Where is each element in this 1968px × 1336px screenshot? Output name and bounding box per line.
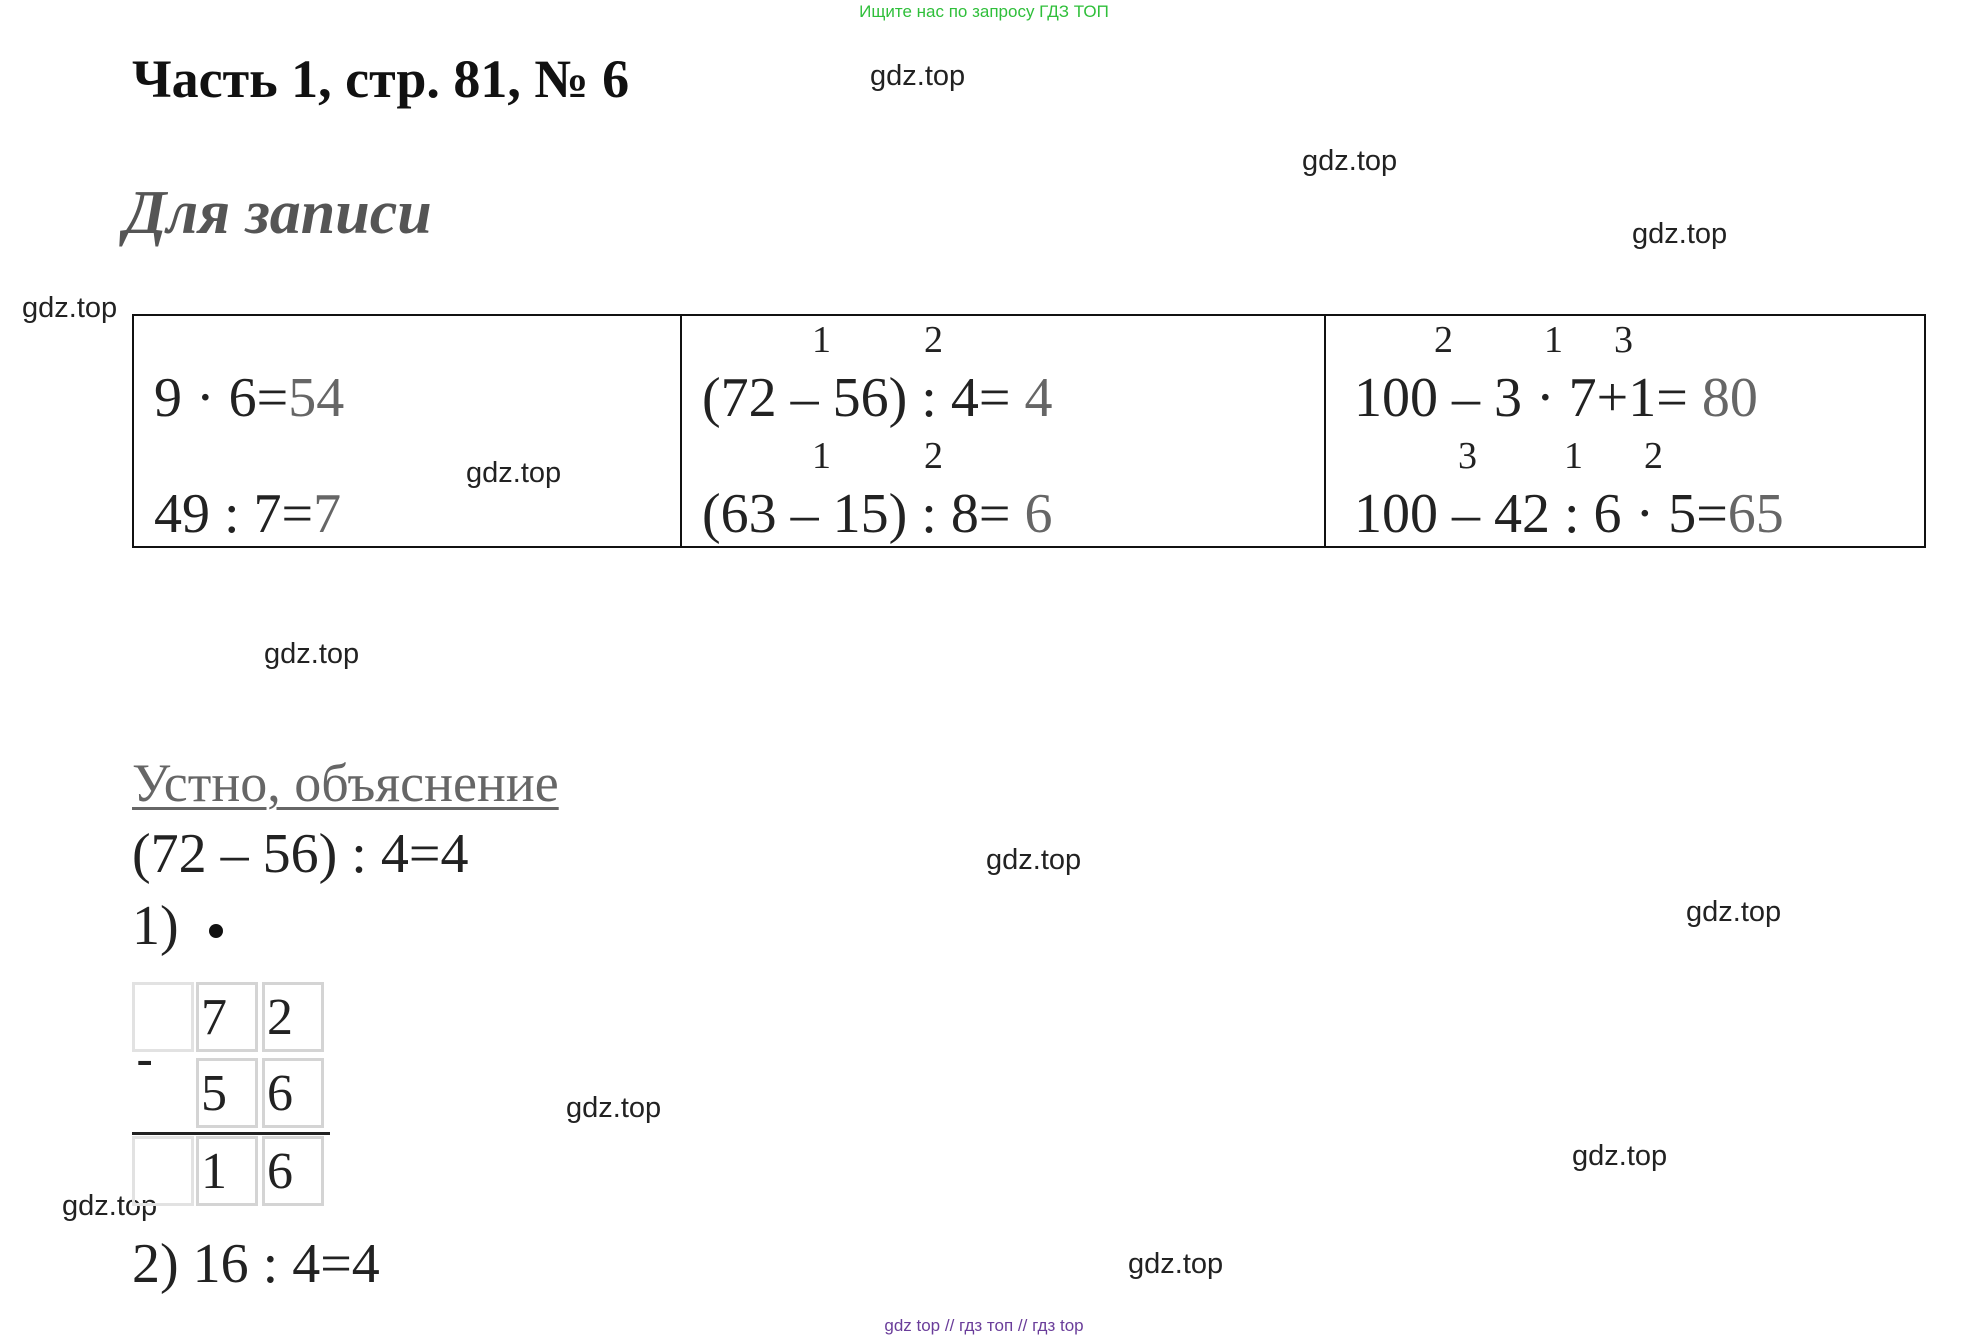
expression: 9 · 6= — [154, 367, 289, 429]
grid-cell: 7 — [196, 982, 258, 1052]
order-number: 2 — [1434, 319, 1453, 361]
result: 4 — [1024, 367, 1053, 429]
top-banner[interactable]: Ищите нас по запросу ГДЗ ТОП — [859, 2, 1109, 21]
result: 80 — [1701, 367, 1758, 429]
column-divider — [680, 316, 682, 546]
watermark: gdz.top — [986, 844, 1082, 876]
order-number: 1 — [812, 319, 831, 361]
result: 65 — [1727, 483, 1784, 545]
order-number: 3 — [1614, 319, 1633, 361]
step-2: 2) 16 : 4=4 — [132, 1233, 380, 1295]
watermark: gdz.top — [1686, 896, 1782, 928]
result: 54 — [288, 367, 345, 429]
order-number: 2 — [1644, 435, 1663, 477]
grid-cell: 5 — [196, 1058, 258, 1128]
order-number: 1 — [1564, 435, 1583, 477]
grid-cell: 1 — [196, 1136, 258, 1206]
result: 6 — [1024, 483, 1053, 545]
oral-explanation-title: Устно, объяснение — [132, 753, 559, 813]
grid-cell: 6 — [262, 1136, 324, 1206]
expression: 49 : 7= — [154, 483, 314, 545]
link-separator: // — [1017, 1316, 1028, 1335]
subtraction-line — [132, 1132, 330, 1135]
expression: 100 – 3 · 7+1= — [1354, 367, 1702, 429]
result: 7 — [313, 483, 342, 545]
step-1 — [132, 894, 223, 958]
section-label: Для записи — [124, 179, 432, 247]
watermark: gdz.top — [62, 1190, 158, 1222]
bottom-link[interactable]: gdz top — [884, 1316, 941, 1335]
watermark: gdz.top — [264, 638, 360, 670]
watermark: gdz.top — [466, 457, 562, 489]
watermark: gdz.top — [22, 292, 118, 324]
order-number: 2 — [924, 319, 943, 361]
grid-cell: 6 — [262, 1058, 324, 1128]
bullet-icon — [209, 924, 223, 938]
expression: (63 – 15) : 8= — [702, 483, 1025, 545]
equation-9x6 — [154, 366, 344, 430]
column-divider — [1324, 316, 1326, 546]
order-number: 3 — [1458, 435, 1477, 477]
expression: 100 – 42 : 6 · 5= — [1354, 483, 1728, 545]
expression: (72 – 56) : 4= — [702, 367, 1025, 429]
watermark: gdz.top — [566, 1092, 662, 1124]
oral-expression: (72 – 56) : 4=4 — [132, 823, 469, 885]
bottom-links — [0, 1316, 1968, 1336]
order-number: 1 — [812, 435, 831, 477]
bottom-link[interactable]: гдз топ — [959, 1316, 1014, 1335]
watermark: gdz.top — [1632, 218, 1728, 250]
equation-100-3x7plus1 — [1354, 366, 1758, 430]
order-number: 2 — [924, 435, 943, 477]
watermark: gdz.top — [870, 60, 966, 92]
minus-sign: - — [136, 1031, 154, 1089]
watermark: gdz.top — [1572, 1140, 1668, 1172]
equation-49div7 — [154, 482, 341, 546]
watermark: gdz.top — [1128, 1248, 1224, 1280]
order-number: 1 — [1544, 319, 1563, 361]
equation-72-56div4 — [702, 366, 1052, 430]
grid-cell: 2 — [262, 982, 324, 1052]
equations-table — [132, 314, 1926, 548]
link-separator: // — [944, 1316, 955, 1335]
equation-100-42div6x5 — [1354, 482, 1784, 546]
watermark: gdz.top — [1302, 145, 1398, 177]
bottom-link[interactable]: гдз top — [1032, 1316, 1084, 1335]
grid-cell-empty — [132, 1136, 194, 1206]
step-1-label: 1) — [132, 895, 179, 957]
page-title: Часть 1, стр. 81, № 6 — [132, 49, 630, 109]
equation-63-15div8 — [702, 482, 1052, 546]
